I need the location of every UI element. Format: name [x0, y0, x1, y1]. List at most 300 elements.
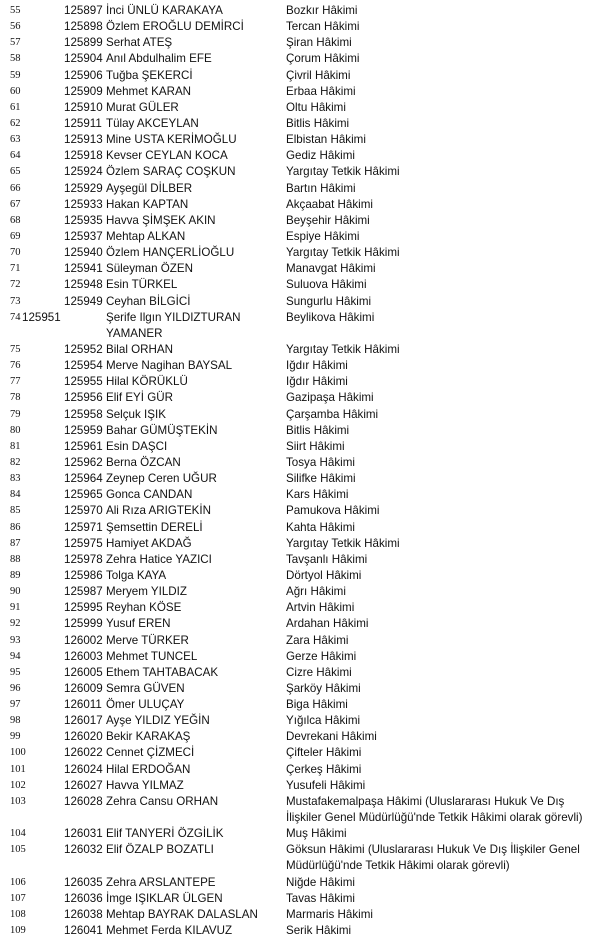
registry-number: 126011 — [64, 698, 102, 712]
row-number: 75 — [10, 343, 21, 355]
registry-number: 126028 — [64, 794, 103, 808]
list-row — [0, 374, 600, 390]
person-name: Yusuf EREN — [106, 617, 171, 631]
list-row — [0, 891, 600, 907]
registry-number: 125999 — [64, 617, 103, 631]
assigned-court: Elbistan Hâkimi — [286, 133, 366, 147]
list-row — [0, 181, 600, 197]
person-name: Ethem TAHTABACAK — [106, 665, 219, 679]
row-number: 101 — [10, 763, 26, 775]
list-row — [0, 729, 600, 745]
assigned-court: Ağrı Hâkimi — [286, 585, 346, 599]
registry-number: 125906 — [64, 68, 103, 82]
candidate-entry — [64, 923, 284, 939]
row-number: 57 — [10, 37, 21, 49]
candidate-entry — [64, 261, 284, 277]
row-number: 72 — [10, 279, 21, 291]
person-name: Tolga KAYA — [106, 568, 167, 582]
person-name: İnci ÜNLÜ KARAKAYA — [106, 4, 223, 17]
registry-number: 126003 — [64, 649, 103, 663]
person-name: İmge IŞIKLAR ÜLGEN — [106, 891, 223, 905]
person-name: Zehra ARSLANTEPE — [106, 875, 216, 889]
person-name: Hilal ERDOĞAN — [106, 762, 191, 776]
assigned-court: Iğdır Hâkimi — [286, 359, 348, 373]
registry-number: 125987 — [64, 585, 103, 599]
assigned-court: Beylikova Hâkimi — [286, 310, 375, 324]
registry-number: 125949 — [64, 294, 103, 308]
assigned-court: Serik Hâkimi — [286, 924, 352, 938]
registry-number: 125961 — [64, 439, 103, 453]
row-number: 107 — [10, 892, 26, 904]
list-row — [0, 84, 600, 100]
registry-number: 125929 — [64, 181, 103, 195]
row-number: 68 — [10, 214, 21, 226]
assigned-court: Devrekani Hâkimi — [286, 730, 377, 744]
person-name: Selçuk IŞIK — [106, 407, 166, 421]
candidate-entry — [64, 794, 284, 810]
registry-number: 125924 — [64, 165, 103, 179]
assigned-court: Çarşamba Hâkimi — [286, 407, 379, 421]
person-name: Esin TÜRKEL — [106, 278, 178, 292]
person-name: Şerife Ilgın YILDIZTURAN YAMANER — [106, 310, 241, 340]
candidate-entry — [64, 907, 284, 923]
registry-number: 126017 — [64, 714, 103, 728]
registry-number: 126002 — [64, 633, 103, 647]
person-name: Elif EYİ GÜR — [106, 391, 173, 405]
candidate-entry — [64, 342, 284, 358]
candidate-entry — [64, 116, 284, 132]
candidate-entry — [64, 633, 284, 649]
list-row — [0, 51, 600, 67]
candidate-entry — [64, 471, 284, 487]
assigned-court: Gazipaşa Hâkimi — [286, 391, 374, 405]
registry-number: 126032 — [64, 843, 103, 857]
list-row — [0, 277, 600, 293]
list-row — [0, 68, 600, 84]
row-number: 102 — [10, 779, 26, 791]
person-name: Özlem SARAÇ COŞKUN — [106, 165, 236, 179]
person-name: Serhat ATEŞ — [106, 36, 173, 50]
registry-number: 125909 — [64, 84, 103, 98]
list-row — [0, 455, 600, 471]
candidate-entry — [64, 665, 284, 681]
row-number: 91 — [10, 602, 21, 614]
row-number: 98 — [10, 715, 21, 727]
person-name: Mehmet TUNCEL — [106, 649, 198, 663]
list-row — [0, 116, 600, 132]
assigned-court: Tavşanlı Hâkimi — [286, 552, 368, 566]
registry-number: 126036 — [64, 891, 103, 905]
row-number: 59 — [10, 69, 21, 81]
row-number: 104 — [10, 828, 26, 840]
registry-number: 125948 — [64, 278, 103, 292]
person-name: Mehmet Ferda KILAVUZ — [106, 924, 233, 938]
list-row — [0, 520, 600, 536]
row-number: 64 — [10, 150, 21, 162]
candidate-entry — [64, 374, 284, 390]
person-name: Havva YILMAZ — [106, 778, 184, 792]
list-row — [0, 649, 600, 665]
row-number: 95 — [10, 666, 21, 678]
assigned-court: Göksun Hâkimi (Uluslararası Hukuk Ve Dış İlişkiler Genel Müdürlüğü'nde Tetkik Hâkimi olarak görevli) — [286, 843, 580, 873]
assigned-court: Mustafakemalpaşa Hâkimi (Uluslararası Hukuk Ve Dış İlişkiler Genel Müdürlüğü'nde Tetkik Hâkimi olarak görevli) — [286, 794, 583, 824]
assigned-court: Ardahan Hâkimi — [286, 617, 369, 631]
candidate-entry — [64, 148, 284, 164]
registry-number: 125918 — [64, 149, 103, 163]
assigned-court: Siirt Hâkimi — [286, 439, 345, 453]
registry-number: 125965 — [64, 488, 103, 502]
person-name: Mehmet KARAN — [106, 84, 192, 98]
list-row — [0, 407, 600, 423]
registry-number: 125898 — [64, 20, 103, 34]
row-number: 69 — [10, 230, 21, 242]
list-row — [0, 342, 600, 358]
registry-number: 126031 — [64, 827, 103, 841]
list-row — [0, 358, 600, 374]
assigned-court: Silifke Hâkimi — [286, 472, 356, 486]
list-row — [0, 390, 600, 406]
row-number: 94 — [10, 650, 21, 662]
registry-number: 126020 — [64, 730, 103, 744]
candidate-entry — [64, 423, 284, 439]
person-name: Anıl Abdulhalim EFE — [106, 52, 212, 66]
list-row — [0, 100, 600, 116]
person-name: Özlem EROĞLU DEMİRCİ — [106, 20, 244, 34]
person-name: Murat GÜLER — [106, 100, 179, 114]
row-number: 70 — [10, 247, 21, 259]
row-number: 78 — [10, 392, 21, 404]
candidate-entry — [64, 132, 284, 148]
assigned-court: Zara Hâkimi — [286, 633, 349, 647]
person-name: Cennet ÇİZMECİ — [106, 746, 195, 760]
person-name: Bahar GÜMÜŞTEKİN — [106, 423, 218, 437]
row-number: 100 — [10, 747, 26, 759]
assigned-court: Kahta Hâkimi — [286, 520, 355, 534]
candidate-entry — [64, 455, 284, 471]
assigned-court: Yargıtay Tetkik Hâkimi — [286, 165, 400, 179]
person-name: Ömer ULUÇAY — [106, 698, 185, 712]
assigned-court: Tosya Hâkimi — [286, 455, 355, 469]
assigned-court: Çifteler Hâkimi — [286, 746, 362, 760]
assigned-court: Suluova Hâkimi — [286, 278, 367, 292]
assigned-court: Yargıtay Tetkik Hâkimi — [286, 246, 400, 260]
row-number: 55 — [10, 5, 21, 16]
candidate-entry — [64, 584, 284, 600]
candidate-entry — [64, 552, 284, 568]
row-number: 88 — [10, 553, 21, 565]
row-number: 86 — [10, 521, 21, 533]
assigned-court: Çorum Hâkimi — [286, 52, 360, 66]
list-row — [0, 778, 600, 794]
registry-number: 125964 — [64, 472, 103, 486]
registry-number: 125954 — [64, 359, 103, 373]
assigned-court: Cizre Hâkimi — [286, 665, 352, 679]
registry-number: 126041 — [64, 924, 103, 938]
row-number: 96 — [10, 682, 21, 694]
row-number: 106 — [10, 876, 26, 888]
assigned-court: Tavas Hâkimi — [286, 891, 355, 905]
list-row — [0, 907, 600, 923]
list-row — [0, 245, 600, 261]
registry-number: 126009 — [64, 681, 103, 695]
candidate-entry — [64, 875, 284, 891]
list-row — [0, 762, 600, 778]
candidate-entry — [64, 503, 284, 519]
person-name: Gonca CANDAN — [106, 488, 193, 502]
assigned-court: Manavgat Hâkimi — [286, 262, 376, 276]
assigned-court: Artvin Hâkimi — [286, 601, 355, 615]
row-number: 99 — [10, 731, 21, 743]
candidate-entry — [64, 520, 284, 536]
row-number: 93 — [10, 634, 21, 646]
candidate-entry — [64, 536, 284, 552]
candidate-entry — [64, 164, 284, 180]
assigned-court: Pamukova Hâkimi — [286, 504, 380, 518]
row-number: 62 — [10, 117, 21, 129]
registry-number: 125956 — [64, 391, 103, 405]
person-name: Süleyman ÖZEN — [106, 262, 193, 276]
row-number: 89 — [10, 569, 21, 581]
registry-number: 125978 — [64, 552, 103, 566]
registry-number: 126035 — [64, 875, 103, 889]
row-number: 60 — [10, 85, 21, 97]
assigned-court: Niğde Hâkimi — [286, 875, 355, 889]
person-name: Mehtap ALKAN — [106, 229, 186, 243]
row-number: 81 — [10, 440, 21, 452]
row-number: 80 — [10, 424, 21, 436]
assigned-court: Bitlis Hâkimi — [286, 423, 350, 437]
person-name: Esin DAŞCI — [106, 439, 168, 453]
candidate-entry — [64, 19, 284, 35]
person-name: Bilal ORHAN — [106, 342, 173, 356]
registry-number: 125986 — [64, 568, 103, 582]
person-name: Ceyhan BİLGİCİ — [106, 294, 191, 308]
list-row — [0, 600, 600, 616]
candidate-entry — [64, 358, 284, 374]
row-number: 58 — [10, 53, 21, 65]
assigned-court: Oltu Hâkimi — [286, 100, 346, 114]
candidate-entry — [64, 729, 284, 745]
candidate-entry — [64, 745, 284, 761]
candidate-entry — [64, 3, 284, 19]
registry-number: 125970 — [64, 504, 103, 518]
row-number: 108 — [10, 908, 26, 920]
list-row — [0, 35, 600, 51]
list-row — [0, 261, 600, 277]
candidate-entry — [64, 487, 284, 503]
assigned-court: Çerkeş Hâkimi — [286, 762, 362, 776]
candidate-entry — [64, 390, 284, 406]
candidate-entry — [64, 439, 284, 455]
candidate-entry — [64, 68, 284, 84]
person-name: Meryem YILDIZ — [106, 585, 187, 599]
row-number: 66 — [10, 182, 21, 194]
row-number: 77 — [10, 376, 21, 388]
assigned-court: Muş Hâkimi — [286, 827, 347, 841]
person-name: Semra GÜVEN — [106, 681, 185, 695]
candidate-entry — [64, 100, 284, 116]
assigned-court: Iğdır Hâkimi — [286, 375, 348, 389]
person-name: Zeynep Ceren UĞUR — [106, 472, 217, 486]
row-number: 67 — [10, 198, 21, 210]
person-name: Özlem HANÇERLİOĞLU — [106, 246, 235, 260]
person-name: Ayşe YILDIZ YEĞİN — [106, 714, 210, 728]
row-number: 61 — [10, 101, 21, 113]
row-number: 105 — [10, 844, 26, 856]
list-row — [0, 487, 600, 503]
row-number: 63 — [10, 134, 21, 146]
row-number: 74 — [10, 311, 21, 323]
row-number: 97 — [10, 699, 21, 711]
person-name: Merve Nagihan BAYSAL — [106, 359, 233, 373]
row-number: 87 — [10, 537, 21, 549]
list-row — [0, 439, 600, 455]
registry-number: 125995 — [64, 601, 103, 615]
registry-number: 125911 — [64, 116, 102, 130]
list-row — [0, 310, 600, 342]
candidate-entry — [64, 84, 284, 100]
registry-number: 125904 — [64, 52, 103, 66]
candidate-entry — [64, 842, 284, 858]
list-row — [0, 148, 600, 164]
list-row — [0, 164, 600, 180]
assigned-court: Bitlis Hâkimi — [286, 116, 350, 130]
person-name: Mehtap BAYRAK DALASLAN — [106, 907, 258, 921]
candidate-entry — [64, 197, 284, 213]
list-row — [0, 229, 600, 245]
registry-number: 125913 — [64, 133, 103, 147]
registry-number: 125941 — [64, 262, 103, 276]
assigned-court: Bozkır Hâkimi — [286, 4, 358, 17]
assigned-court: Yargıtay Tetkik Hâkimi — [286, 342, 400, 356]
list-row — [0, 794, 600, 826]
row-number: 71 — [10, 263, 21, 275]
candidate-entry — [64, 826, 284, 842]
list-row — [0, 713, 600, 729]
candidate-entry — [64, 181, 284, 197]
registry-number: 125897 — [64, 4, 103, 17]
registry-number: 125958 — [64, 407, 103, 421]
list-row — [0, 584, 600, 600]
row-number: 103 — [10, 795, 26, 807]
person-name: Havva ŞİMŞEK AKIN — [106, 213, 216, 227]
assigned-court: Şiran Hâkimi — [286, 36, 352, 50]
person-name: Elif TANYERİ ÖZGİLİK — [106, 827, 224, 841]
list-row — [0, 3, 600, 19]
person-name: Ali Rıza ARIGTEKİN — [106, 504, 212, 518]
person-name: Hilal KÖRÜKLÜ — [106, 375, 188, 389]
list-row — [0, 552, 600, 568]
assigned-court: Gediz Hâkimi — [286, 149, 355, 163]
list-row — [0, 132, 600, 148]
assigned-court: Kars Hâkimi — [286, 488, 349, 502]
person-name: Mine USTA KERİMOĞLU — [106, 133, 237, 147]
person-name: Reyhan KÖSE — [106, 601, 182, 615]
list-row — [0, 616, 600, 632]
assigned-court: Espiye Hâkimi — [286, 229, 360, 243]
list-row — [0, 681, 600, 697]
assigned-court: Tercan Hâkimi — [286, 20, 360, 34]
list-row — [0, 745, 600, 761]
candidate-entry — [64, 277, 284, 293]
assigned-court: Bartın Hâkimi — [286, 181, 356, 195]
registry-number: 125933 — [64, 197, 103, 211]
assigned-court: Biga Hâkimi — [286, 698, 348, 712]
list-row — [0, 503, 600, 519]
list-row — [0, 197, 600, 213]
person-name: Tülay AKCEYLAN — [106, 116, 199, 130]
person-name: Şemsettin DERELİ — [106, 520, 203, 534]
registry-number: 125962 — [64, 455, 103, 469]
registry-number: 125910 — [64, 100, 103, 114]
candidate-entry — [64, 294, 284, 310]
row-number: 83 — [10, 473, 21, 485]
person-name: Elif ÖZALP BOZATLI — [106, 843, 214, 857]
candidate-entry — [64, 229, 284, 245]
registry-number: 126038 — [64, 907, 103, 921]
registry-number: 125959 — [64, 423, 103, 437]
person-name: Zehra Hatice YAZICI — [106, 552, 212, 566]
list-row — [0, 633, 600, 649]
candidate-entry — [64, 245, 284, 261]
person-name: Tuğba ŞEKERCİ — [106, 68, 193, 82]
list-row — [0, 19, 600, 35]
list-row — [0, 471, 600, 487]
list-row — [0, 875, 600, 891]
row-number: 85 — [10, 505, 21, 517]
candidate-entry — [64, 407, 284, 423]
row-number: 79 — [10, 408, 21, 420]
list-row — [0, 665, 600, 681]
row-number: 90 — [10, 586, 21, 598]
candidate-entry — [64, 762, 284, 778]
list-row — [0, 923, 600, 939]
assigned-court: Yusufeli Hâkimi — [286, 778, 366, 792]
list-row — [0, 536, 600, 552]
list-row — [0, 423, 600, 439]
row-number: 84 — [10, 489, 21, 501]
judge-appointment-list — [0, 3, 600, 939]
row-number: 65 — [10, 166, 21, 178]
row-number: 109 — [10, 925, 26, 937]
assigned-court: Şarköy Hâkimi — [286, 681, 361, 695]
candidate-entry — [64, 891, 284, 907]
candidate-entry — [64, 568, 284, 584]
candidate-entry — [64, 616, 284, 632]
assigned-court: Erbaa Hâkimi — [286, 84, 356, 98]
registry-number: 125975 — [64, 536, 103, 550]
person-name: Bekir KARAKAŞ — [106, 730, 191, 744]
person-name: Ayşegül DİLBER — [106, 181, 193, 195]
registry-number: 125952 — [64, 342, 103, 356]
assigned-court: Sungurlu Hâkimi — [286, 294, 372, 308]
registry-number: 125971 — [64, 520, 103, 534]
row-number: 56 — [10, 21, 21, 33]
row-number: 73 — [10, 295, 21, 307]
list-row — [0, 697, 600, 713]
registry-number: 125940 — [64, 246, 103, 260]
list-row — [0, 842, 600, 874]
assigned-court: Çivril Hâkimi — [286, 68, 351, 82]
person-name: Hamiyet AKDAĞ — [106, 536, 192, 550]
assigned-court: Gerze Hâkimi — [286, 649, 357, 663]
candidate-entry — [64, 35, 284, 51]
registry-number: 125937 — [64, 229, 103, 243]
person-name: Berna ÖZCAN — [106, 455, 181, 469]
assigned-court: Beyşehir Hâkimi — [286, 213, 370, 227]
assigned-court: Yargıtay Tetkik Hâkimi — [286, 536, 400, 550]
registry-number: 125951 — [22, 310, 61, 324]
